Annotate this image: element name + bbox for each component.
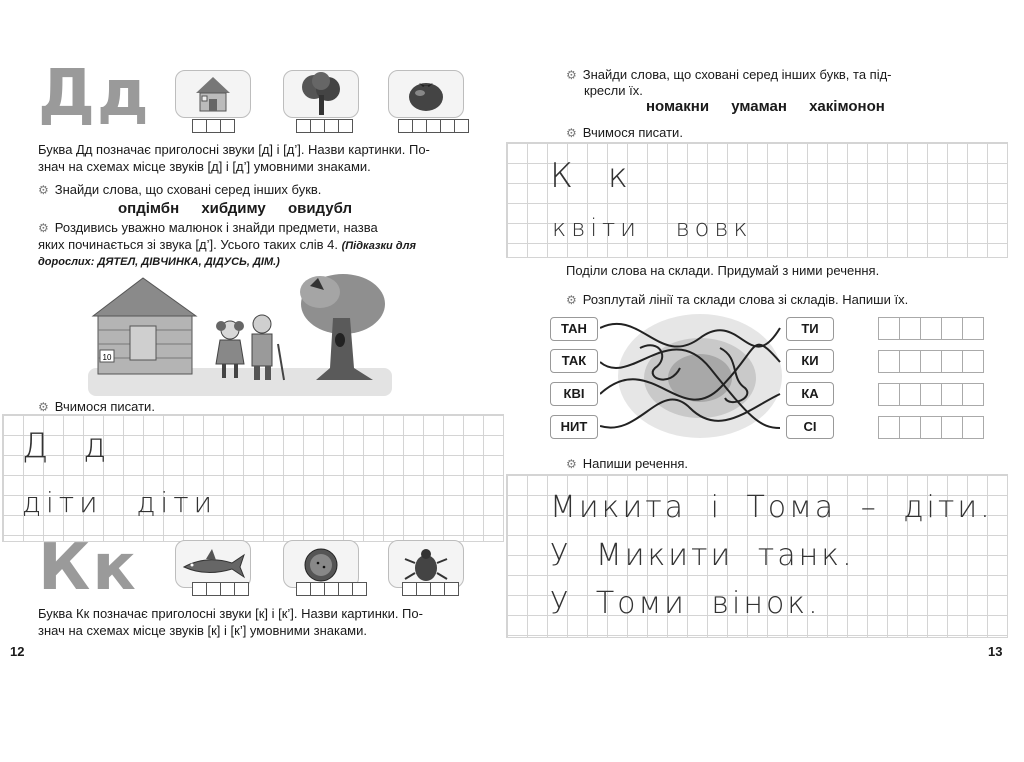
beetle-picture	[388, 540, 464, 588]
sound-scheme-shark[interactable]	[192, 582, 248, 596]
syllable-left-4[interactable]: НИТ	[550, 415, 598, 439]
shark-icon	[176, 541, 250, 587]
gear-icon: ⚙	[566, 457, 577, 471]
d-intro-line1: Буква Дд позначає приголосні звуки [д] і [д’]. Назви картинки. По-	[38, 142, 430, 157]
task-find-hidden-words-text: Знайди слова, що сховані серед інших букв.	[54, 182, 322, 197]
letter-k-heading: Кк	[38, 531, 138, 605]
hidden-word: номакни	[646, 98, 710, 115]
tree-icon	[284, 71, 358, 117]
gear-icon: ⚙	[566, 293, 577, 307]
syllable-right-3[interactable]: КА	[786, 382, 834, 406]
hidden-word: опдімбн	[118, 200, 180, 217]
house-picture	[175, 70, 251, 118]
hidden-word: хакімонон	[809, 98, 885, 115]
sound-scheme-tree[interactable]	[296, 119, 352, 133]
syllable-left-1[interactable]: ТАН	[550, 317, 598, 341]
task-find-hidden-words	[38, 181, 321, 199]
learn-to-write-right-text: Вчимося писати.	[582, 125, 683, 140]
hint-text-1: (Підказки для	[341, 240, 416, 252]
house-icon	[176, 71, 250, 117]
hidden-word: умаман	[731, 98, 787, 115]
answer-box-1[interactable]	[878, 317, 983, 340]
page-number-right: 13	[988, 644, 1003, 659]
task-look-line2: яких починається зі звука [д’]. Усього таких слів 4.	[38, 237, 338, 252]
copy-words-d: діти діти	[22, 486, 218, 519]
gear-icon: ⚙	[566, 68, 577, 82]
task-hidden-right-line1: Знайди слова, що сховані серед інших букв, та під-	[582, 67, 892, 82]
k-intro-line1: Буква Кк позначає приголосні звуки [к] і [к’]. Назви картинки. По-	[38, 606, 423, 621]
gear-icon: ⚙	[566, 126, 577, 140]
sentence-3: У Томи вінок.	[550, 586, 821, 621]
syllables-task: Поділи слова на склади. Придумай з ними речення.	[566, 263, 880, 278]
answer-box-2[interactable]	[878, 350, 983, 373]
learn-to-write-left-text: Вчимося писати.	[54, 399, 155, 414]
sound-scheme-watermelon[interactable]	[296, 582, 366, 596]
hidden-word: хибдиму	[201, 200, 266, 217]
tomato-picture	[388, 70, 464, 118]
syllable-left-3[interactable]: КВІ	[550, 382, 598, 406]
k-intro-line2: знач на схемах місце звуків [к] і [к’] умовними знаками.	[38, 623, 367, 638]
lines-task-text: Розплутай лінії та склади слова зі складів. Напиши їх.	[582, 292, 909, 307]
hint-text-2: дорослих: ДЯТЕЛ, ДІВЧИНКА, ДІДУСЬ, ДІМ.)	[38, 256, 280, 268]
scene-illustration	[88, 268, 392, 396]
task-look-line1: Роздивись уважно малюнок і знайди предмети, назва	[54, 220, 378, 235]
syllable-right-4[interactable]: СІ	[786, 415, 834, 439]
answer-box-4[interactable]	[878, 416, 983, 439]
d-intro-line2: знач на схемах місце звуків [д] і [д’] умовними знаками.	[38, 159, 371, 174]
beetle-icon	[389, 541, 463, 587]
sentence-1: Микита і Тома – діти.	[550, 490, 993, 525]
copy-letters-k: К к	[550, 156, 640, 196]
sentence-2: У Микити танк.	[550, 538, 855, 573]
syllable-right-1[interactable]: ТИ	[786, 317, 834, 341]
sound-scheme-house[interactable]	[192, 119, 234, 133]
learn-to-write-right	[566, 124, 683, 142]
write-sentence-task-text: Напиши речення.	[582, 456, 689, 471]
task-hidden-right-line2: кресли їх.	[584, 83, 643, 98]
lines-task	[566, 291, 908, 309]
gear-icon: ⚙	[38, 183, 49, 197]
watermelon-icon	[284, 541, 358, 587]
copy-words-k: квіти вовк	[552, 214, 753, 242]
shark-picture	[175, 540, 251, 588]
hidden-words-d	[118, 200, 352, 217]
hidden-words-k	[646, 98, 885, 115]
sound-scheme-tomato[interactable]	[398, 119, 468, 133]
tomato-icon	[389, 71, 463, 117]
watermelon-picture	[283, 540, 359, 588]
write-sentence-task	[566, 455, 688, 473]
copy-letters-d: Д д	[22, 426, 119, 466]
hidden-word: овидубл	[287, 200, 353, 217]
letter-d-heading: Дд	[38, 57, 151, 131]
tangled-lines-illustration	[600, 308, 790, 448]
gear-icon: ⚙	[38, 400, 49, 414]
task-look-picture	[38, 219, 378, 237]
syllable-left-2[interactable]: ТАК	[550, 349, 598, 373]
sound-scheme-beetle[interactable]	[402, 582, 458, 596]
gear-icon: ⚙	[38, 221, 49, 235]
tree-picture	[283, 70, 359, 118]
page-number-left: 12	[10, 644, 25, 659]
house-number: 10	[102, 353, 112, 362]
answer-box-3[interactable]	[878, 383, 983, 406]
syllable-right-2[interactable]: КИ	[786, 349, 834, 373]
